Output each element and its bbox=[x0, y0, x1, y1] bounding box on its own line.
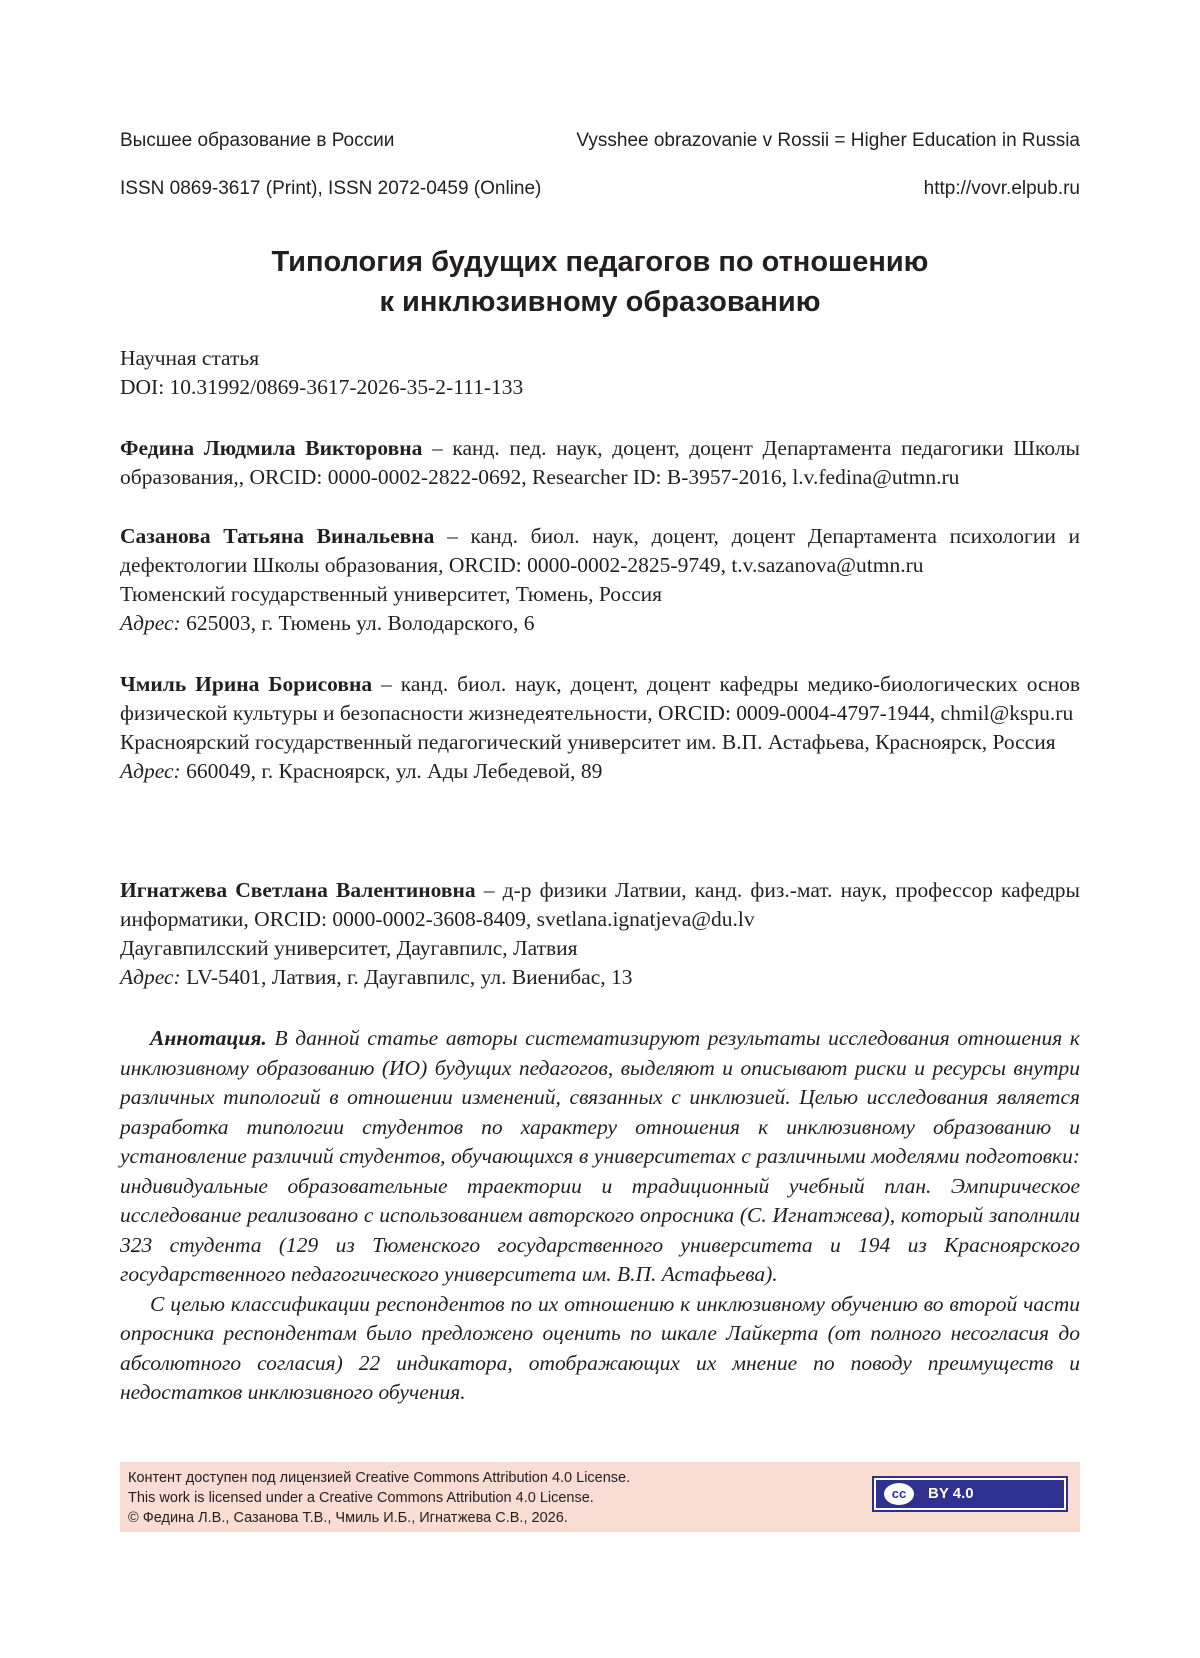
author-bio bbox=[120, 434, 1080, 492]
cc-by-badge[interactable] bbox=[872, 1476, 1068, 1512]
issn-text: ISSN 0869-3617 (Print), ISSN 2072-0459 (Online) bbox=[120, 178, 542, 199]
author-name: Чмиль Ирина Борисовна bbox=[120, 672, 373, 696]
address-label: Адрес: bbox=[120, 965, 181, 989]
issn-row bbox=[120, 178, 1080, 200]
copyright-line: © Федина Л.В., Сазанова Т.В., Чмиль И.Б., Игнатжева С.В., 2026. bbox=[128, 1510, 568, 1526]
address-text: 625003, г. Тюмень ул. Володарского, 6 bbox=[180, 611, 535, 635]
author-block-4 bbox=[120, 876, 1080, 992]
author-details: – канд. биол. наук, доцент, доцент кафедры медико-биологических основ физической культуры и безопасности жизнедеятельности, ORCID: 0009-0004-4797-1944, chmil@kspu.ru bbox=[120, 672, 1080, 725]
cc-badge-inner bbox=[876, 1480, 1064, 1508]
author-details: – канд. биол. наук, доцент, доцент Департамента психологии и дефектологии Школы образования, ORCID: 0000-0002-2825-9749, t.v.sazanova@utmn.ru bbox=[120, 524, 1081, 577]
article-meta bbox=[120, 344, 1080, 402]
author-name: Федина Людмила Викторовна bbox=[120, 436, 423, 460]
author-block-1 bbox=[120, 434, 1080, 492]
running-header bbox=[120, 130, 1080, 152]
author-address bbox=[120, 757, 1080, 786]
abstract-paragraph-1 bbox=[120, 1024, 1080, 1290]
address-label: Адрес: bbox=[120, 759, 181, 783]
abstract bbox=[120, 1024, 1080, 1408]
author-affiliation: Красноярский государственный педагогический университет им. В.П. Астафьева, Красноярск, Россия bbox=[120, 730, 1056, 754]
abstract-lead: Аннотация. bbox=[150, 1026, 267, 1050]
author-address bbox=[120, 963, 1080, 992]
title-line-2: к инклюзивному образованию bbox=[379, 286, 821, 318]
author-affiliation: Даугавпилсский университет, Даугавпилс, Латвия bbox=[120, 936, 578, 960]
author-name: Игнатжева Светлана Валентиновна bbox=[120, 878, 476, 902]
abstract-text-1: В данной статье авторы систематизируют результаты исследования отношения к инклюзивному образованию (ИО) будущих педагогов, выделяют и описывают риски и ресурсы внутри различных типологий в отношении изменений, связанных с инклюзией. Целью исследования является разработка типологии студентов по характеру отношения к инклюзивному образованию и установление различий студентов, обучающихся в университетах с различными моделями подготовки: индивидуальные образовательные траектории и традиционный учебный план. Эмпирическое исследование реализовано с использованием авторского опросника (С. Игнатжева), который заполнили 323 студента (129 из Тюменского государственного университета и 194 из Красноярского государственного педагогического университета им. В.П. Астафьева). bbox=[120, 1026, 1080, 1286]
author-block-3 bbox=[120, 670, 1080, 786]
journal-title-en: Vysshee obrazovanie v Rossii = Higher Education in Russia bbox=[576, 130, 1080, 151]
license-box bbox=[120, 1462, 1080, 1532]
license-line-ru: Контент доступен под лицензией Creative Commons Attribution 4.0 License. bbox=[128, 1470, 631, 1486]
author-name: Сазанова Татьяна Винальевна bbox=[120, 524, 435, 548]
journal-url[interactable]: http://vovr.elpub.ru bbox=[923, 178, 1080, 199]
author-bio bbox=[120, 670, 1080, 728]
address-label: Адрес: bbox=[120, 611, 181, 635]
license-text bbox=[128, 1468, 630, 1528]
cc-by-label: BY 4.0 bbox=[928, 1485, 974, 1502]
author-block-2 bbox=[120, 522, 1080, 638]
title-line-1: Типология будущих педагогов по отношению bbox=[271, 246, 929, 278]
author-address bbox=[120, 609, 1080, 638]
author-details: – д-р физики Латвии, канд. физ.-мат. наук, профессор кафедры информатики, ORCID: 0000-0002-3608-8409, svetlana.ignatjeva@du.lv bbox=[120, 878, 1080, 931]
author-affiliation: Тюменский государственный университет, Тюмень, Россия bbox=[120, 582, 663, 606]
author-bio bbox=[120, 522, 1080, 580]
author-bio bbox=[120, 876, 1080, 934]
address-text: LV-5401, Латвия, г. Даугавпилс, ул. Виенибас, 13 bbox=[180, 965, 633, 989]
license-line-en: This work is licensed under a Creative Commons Attribution 4.0 License. bbox=[128, 1490, 594, 1506]
author-details: – канд. пед. наук, доцент, доцент Департамента педагогики Школы образования,, ORCID: 0000-0002-2822-0692, Researcher ID: B-3957-2016, l.v.fedina@utmn.ru bbox=[120, 436, 1080, 489]
cc-icon: cc bbox=[882, 1481, 916, 1507]
journal-title-ru: Высшее образование в России bbox=[120, 130, 395, 151]
article-doi[interactable]: DOI: 10.31992/0869-3617-2026-35-2-111-133 bbox=[120, 375, 524, 399]
address-text: 660049, г. Красноярск, ул. Ады Лебедевой, 89 bbox=[180, 759, 603, 783]
article-type: Научная статья bbox=[120, 346, 260, 370]
article-title bbox=[120, 242, 1080, 322]
abstract-paragraph-2: С целью классификации респондентов по их отношению к инклюзивному обучению во второй части опросника респондентам было предложено оценить по шкале Лайкерта (от полного несогласия до абсолютного согласия) 22 индикатора, отображающих их мнение по поводу преимуществ и недостатков инклюзивного обучения. bbox=[120, 1291, 1080, 1404]
